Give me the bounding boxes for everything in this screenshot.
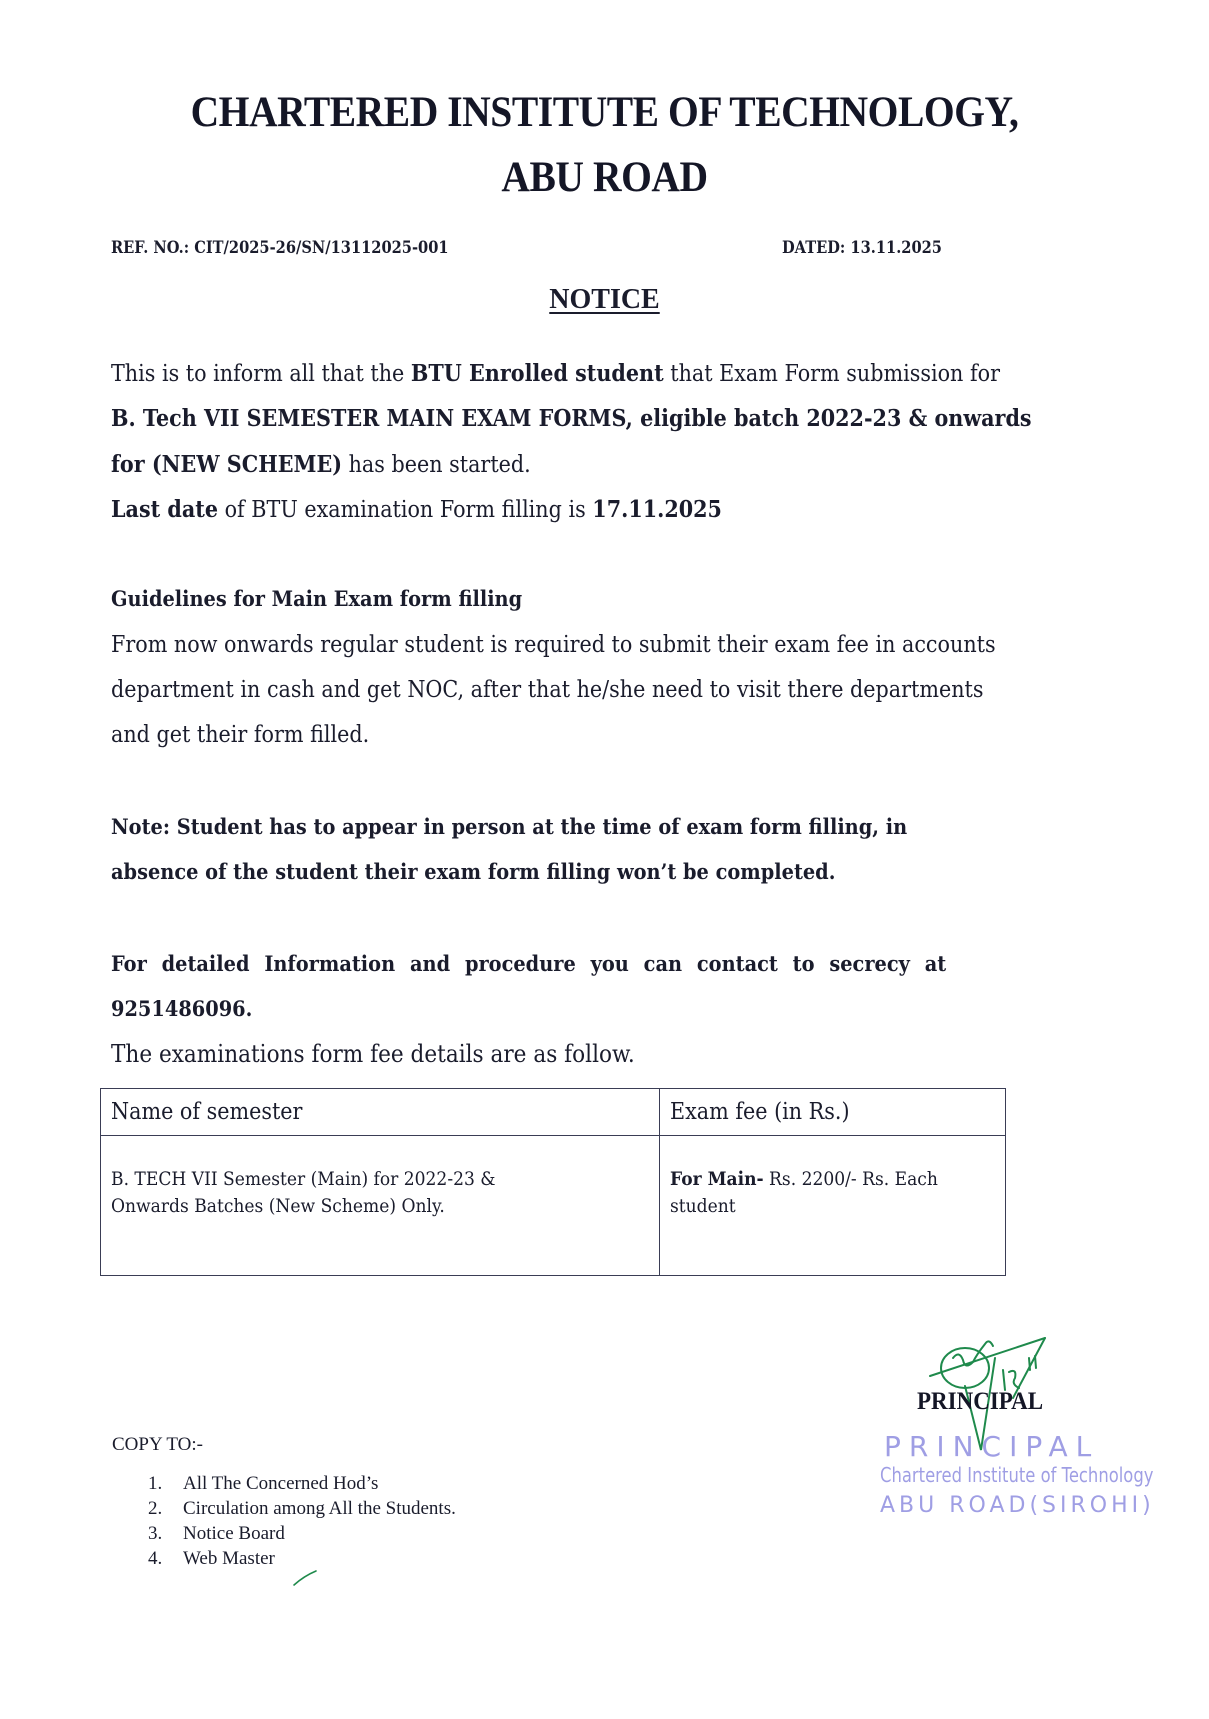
header-semester-label: Name of semester [111, 1099, 303, 1125]
intro-text: has been started. [342, 452, 531, 478]
semester-cell [101, 1136, 660, 1276]
list-item [148, 1523, 285, 1545]
checkmark-icon [290, 1568, 320, 1588]
guidelines-line: department in cash and get NOC, after that he/she need to visit there departments [111, 677, 984, 703]
stamp-line-1: PRINCIPAL [884, 1430, 1100, 1463]
semester-name-line1: B. TECH VII Semester (Main) for 2022-23 & [111, 1168, 496, 1190]
header-fee-label: Exam fee (in Rs.) [670, 1099, 850, 1125]
list-label: Circulation among All the Students. [183, 1498, 456, 1519]
table-row [101, 1136, 1006, 1276]
fee-table [100, 1088, 1006, 1276]
fee-intro: The examinations form fee details are as follow. [111, 1040, 635, 1068]
list-number: 3. [148, 1523, 163, 1544]
list-item [148, 1548, 275, 1570]
reference-number: REF. NO.: CIT/2025-26/SN/13112025-001 [111, 238, 449, 258]
fee-amount: Rs. 2200/- Rs. Each [763, 1168, 938, 1190]
institute-name-line1: CHARTERED INSTITUTE OF TECHNOLOGY, [190, 89, 1019, 136]
list-label: Notice Board [183, 1523, 285, 1544]
list-label: Web Master [183, 1548, 275, 1569]
notice-title: NOTICE [549, 284, 660, 315]
principal-title: PRINCIPAL [917, 1388, 1044, 1415]
notice-heading [0, 284, 1209, 316]
guidelines-line: and get their form filled. [111, 722, 370, 748]
exam-form-title: B. Tech VII SEMESTER MAIN EXAM FORMS, eligible batch 2022-23 & onwards [111, 405, 1032, 432]
intro-line-1 [111, 360, 1000, 387]
contact-line: For detailed Information and procedure you can contact to secrecy at [111, 952, 947, 977]
list-item [148, 1498, 456, 1520]
stamp-line-3: ABU ROAD(SIROHI) [880, 1493, 1155, 1518]
fee-table-header [101, 1089, 1006, 1136]
list-label: All The Concerned Hod’s [183, 1473, 379, 1494]
note-line-2: absence of the student their exam form filling won’t be completed. [111, 860, 836, 885]
header-fee [660, 1089, 1006, 1136]
scheme-label: for (NEW SCHEME) [111, 451, 343, 478]
list-number: 1. [148, 1473, 163, 1494]
last-date-label: Last date [111, 496, 219, 523]
contact-phone: 9251486096. [111, 997, 253, 1022]
fee-label: For Main- [670, 1168, 764, 1190]
semester-name-line2: Onwards Batches (New Scheme) Only. [111, 1195, 445, 1217]
notice-date: DATED: 13.11.2025 [782, 238, 942, 258]
copy-to-heading: COPY TO:- [112, 1434, 203, 1455]
intro-text: This is to inform all that the [111, 361, 411, 387]
intro-text: that Exam Form submission for [663, 361, 1000, 387]
guidelines-heading-text: Guidelines for Main Exam form filling [111, 587, 523, 612]
intro-line-2 [111, 405, 1032, 432]
fee-cell [660, 1136, 1006, 1276]
list-number: 4. [148, 1548, 163, 1569]
last-date-text: of BTU examination Form filling is [218, 497, 593, 523]
header-semester [101, 1089, 660, 1136]
last-date-value: 17.11.2025 [592, 496, 722, 523]
last-date-line [111, 497, 964, 523]
fee-unit: student [670, 1195, 736, 1217]
stamp-line-2: Chartered Institute of Technology [880, 1463, 1154, 1487]
intro-line-3 [111, 452, 964, 478]
list-number: 2. [148, 1498, 163, 1519]
intro-emphasis: BTU Enrolled student [410, 360, 664, 387]
note-line-1: Note: Student has to appear in person at the time of exam form filling, in [111, 815, 908, 840]
institute-name-line2: ABU ROAD [501, 154, 708, 201]
guidelines-heading [111, 587, 964, 613]
guidelines-line: From now onwards regular student is required to submit their exam fee in accounts [111, 632, 996, 658]
list-item [148, 1473, 378, 1495]
